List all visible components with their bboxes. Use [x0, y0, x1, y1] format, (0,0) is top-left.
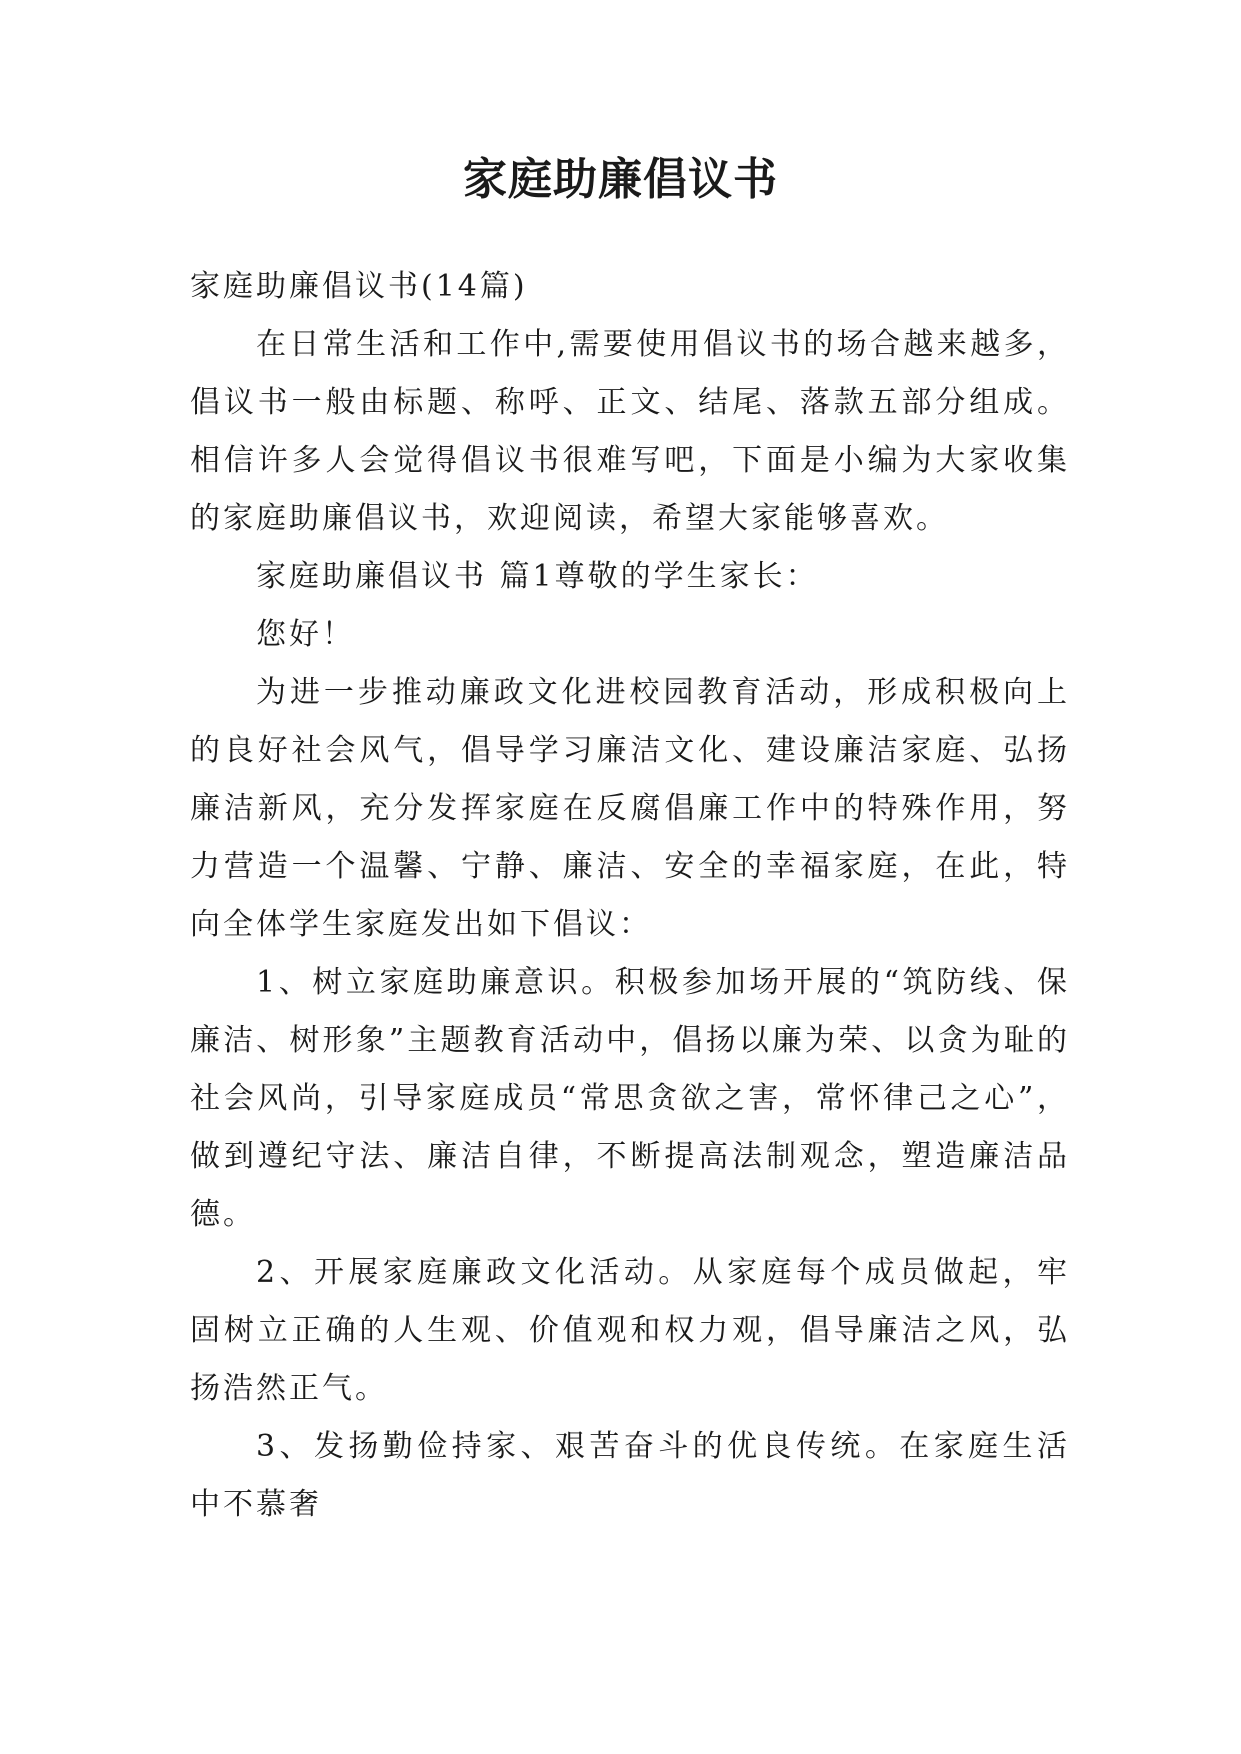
section-heading-paragraph: 家庭助廉倡议书 篇1尊敬的学生家长：: [256, 559, 819, 594]
document-body: [190, 258, 1070, 1534]
document-title: 家庭助廉倡议书: [463, 154, 778, 205]
proposal-item-3: 3、发扬勤俭持家、艰苦奋斗的优良传统。在家庭生活中不慕奢: [190, 1429, 1070, 1522]
subtitle-paragraph: 家庭助廉倡议书(14篇): [190, 269, 528, 304]
proposal-item-2: 2、开展家庭廉政文化活动。从家庭每个成员做起，牢固树立正确的人生观、价值观和权力观，倡导廉洁之风，弘扬浩然正气。: [190, 1255, 1070, 1406]
intro-paragraph: 在日常生活和工作中,需要使用倡议书的场合越来越多，倡议书一般由标题、称呼、正文、结尾、落款五部分组成。相信许多人会觉得倡议书很难写吧，下面是小编为大家收集的家庭助廉倡议书，欢迎阅读，希望大家能够喜欢。: [190, 327, 1070, 536]
body-paragraph: 为进一步推动廉政文化进校园教育活动，形成积极向上的良好社会风气，倡导学习廉洁文化、建设廉洁家庭、弘扬廉洁新风，充分发挥家庭在反腐倡廉工作中的特殊作用，努力营造一个温馨、宁静、廉洁、安全的幸福家庭，在此，特向全体学生家庭发出如下倡议：: [190, 675, 1070, 942]
proposal-item-1: 1、树立家庭助廉意识。积极参加场开展的“筑防线、保廉洁、树形象”主题教育活动中，倡扬以廉为荣、以贪为耻的社会风尚，引导家庭成员“常思贪欲之害，常怀律己之心”，做到遵纪守法、廉洁自律，不断提高法制观念，塑造廉洁品德。: [190, 965, 1070, 1232]
greeting-paragraph: 您好！: [256, 617, 355, 652]
